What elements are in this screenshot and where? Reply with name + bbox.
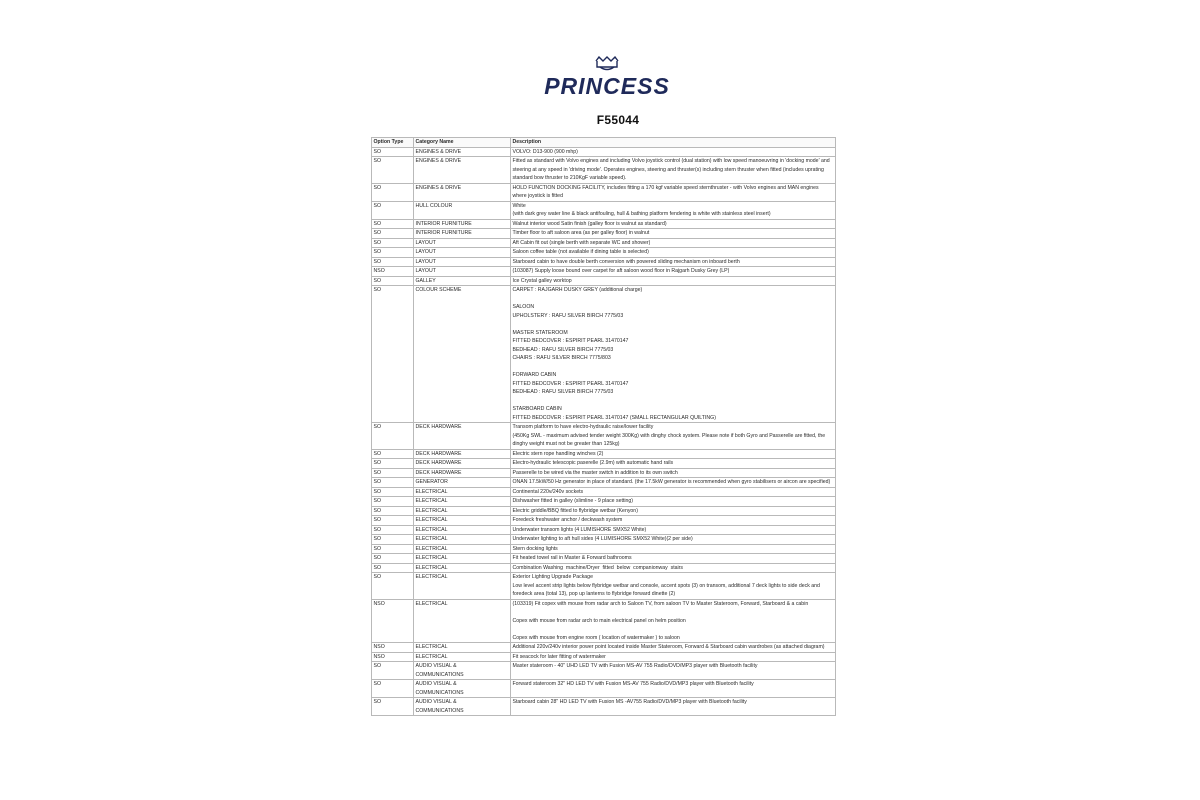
description-cell: Electric griddle/BBQ fitted to flybridge wetbar (Kenyon) [511,506,836,516]
description-cell: Dishwasher fitted in galley (slimline - 9 place setting) [511,497,836,507]
category-cell: DECK HARDWARE [414,468,511,478]
option-type-cell: SO [372,487,414,497]
category-cell: ELECTRICAL [414,535,511,545]
description-cell: Passerelle to be wired via the master switch in addition to its own switch [511,468,836,478]
category-cell: ELECTRICAL [414,487,511,497]
option-type-cell: SO [372,497,414,507]
option-type-cell: SO [372,201,414,219]
description-cell: CARPET : RAJGARH DUSKY GREY (additional charge) SALOON UPHOLSTERY : RAFU SILVER BIRCH 7775/03 MASTER STATEROOM FITTED BEDCOVER : ESPIRIT PEARL 31470147 BEDHEAD : RAFU SILVER BIRCH 7775/03 CHAIRS : RAFU SILVER BIRCH 7775/803 FORWARD CABIN FITTED BEDCOVER : ESPIRIT PEARL 31470147 BEDHEAD : RAFU SILVER BIRCH 7775/03 STARBOARD CABIN FITTED BEDCOVER : ESPIRIT PEARL 31470147 (SMALL RECTANGULAR QUILTING) [511,286,836,423]
option-type-cell: SO [372,563,414,573]
description-cell: VOLVO: D13-900 (900 mhp) [511,147,836,157]
option-type-cell: SO [372,238,414,248]
description-cell: Forward stateroom 32" HD LED TV with Fusion MS-AV 755 Radio/DVD/MP3 player with Bluetooth facility [511,680,836,698]
category-cell: LAYOUT [414,257,511,267]
table-row [372,267,836,277]
description-cell: Ice Crystal galley worktop [511,276,836,286]
model-number: F55044 [596,113,640,127]
table-row [372,219,836,229]
table-row [372,248,836,258]
option-type-cell: NSO [372,652,414,662]
table-row [372,643,836,653]
table-row [372,652,836,662]
table-row [372,257,836,267]
description-cell: Saloon coffee table (not available if dining table is selected) [511,248,836,258]
option-type-cell: SO [372,680,414,698]
table-row [372,201,836,219]
princess-logo [536,56,678,98]
description-cell: Aft Cabin fit out (single berth with separate WC and shower) [511,238,836,248]
description-cell: Walnut interior wood Satin finish (galley floor is walnut as standard) [511,219,836,229]
table-row [372,554,836,564]
crown-icon [536,56,678,98]
category-cell: ELECTRICAL [414,643,511,653]
description-cell: Starboard cabin to have double berth conversion with powered sliding mechanism on inboard berth [511,257,836,267]
category-cell: ELECTRICAL [414,497,511,507]
description-cell: Fit seacock for later fitting of watermaker [511,652,836,662]
table-row [372,276,836,286]
description-cell: Electro-hydraulic telescopic paserelle (2.9m) with automatic hand rails [511,459,836,469]
category-cell: GALLEY [414,276,511,286]
table-row [372,238,836,248]
table-row [372,478,836,488]
category-cell: AUDIO VISUAL & COMMUNICATIONS [414,680,511,698]
category-cell: ELECTRICAL [414,544,511,554]
category-cell: ELECTRICAL [414,573,511,600]
table-row [372,680,836,698]
category-cell: DECK HARDWARE [414,423,511,450]
option-type-cell: SO [372,229,414,239]
option-type-cell: SO [372,423,414,450]
description-cell: Starboard cabin 28" HD LED TV with Fusion MS -AV755 Radio/DVD/MP3 player with Bluetooth facility [511,698,836,716]
option-type-cell: SO [372,662,414,680]
option-type-cell: NSO [372,599,414,643]
option-type-cell: SO [372,449,414,459]
description-cell: Underwater transom lights (4 LUMISHORE SMX52 White) [511,525,836,535]
category-cell: LAYOUT [414,248,511,258]
table-row [372,535,836,545]
category-cell: GENERATOR [414,478,511,488]
category-cell: ELECTRICAL [414,554,511,564]
category-cell: ELECTRICAL [414,506,511,516]
description-cell: Additional 220v/240v interior power point located inside Master Stateroom, Forward & Starboard cabin wardrobes (as attached diagram) [511,643,836,653]
description-cell: Combination Washing machine/Dryer fitted below companionway stairs [511,563,836,573]
description-cell: Electric stern rope handling winches (2) [511,449,836,459]
table-row [372,698,836,716]
description-cell: Exterior Lighting Upgrade Package Low level accent strip lights below flybridge wetbar and console, accent spots (3) on transom, additional 7 deck lights to side deck and foredeck area (total 13), pop up lanterns to flybridge forward dinette (2) [511,573,836,600]
category-cell: INTERIOR FURNITURE [414,229,511,239]
option-type-cell: SO [372,147,414,157]
option-type-cell: SO [372,525,414,535]
option-type-cell: SO [372,468,414,478]
table-header-row [372,138,836,148]
option-type-cell: SO [372,554,414,564]
option-type-cell: SO [372,248,414,258]
header-description: Description [511,138,836,148]
category-cell: COLOUR SCHEME [414,286,511,423]
option-type-cell: SO [372,157,414,184]
category-cell: ENGINES & DRIVE [414,157,511,184]
table-row [372,157,836,184]
description-cell: ONAN 17.5kW/50 Hz generator in place of standard. (the 17.5kW generator is recommended when gyro stabilisers or aircon are specified) [511,478,836,488]
category-cell: ELECTRICAL [414,516,511,526]
description-cell: Underwater lighting to aft hull sides (4 LUMISHORE SMX52 White)(2 per side) [511,535,836,545]
option-type-cell: SO [372,573,414,600]
description-cell: (103319) Fit copex with mouse from radar arch to Saloon TV, from saloon TV to Master Stateroom, Forward, Starboard & a cabin Copex with mouse from radar arch to main electrical panel on helm position Copex with mouse from engine room ( location of watermaker ) to saloon [511,599,836,643]
description-cell: HOLD FUNCTION DOCKING FACILITY, includes fitting a 170 kgf variable speed sternthruster - with Volvo engines and MAN engines where joystick is fitted [511,183,836,201]
category-cell: ELECTRICAL [414,563,511,573]
category-cell: ENGINES & DRIVE [414,147,511,157]
table-row [372,573,836,600]
option-type-cell: SO [372,219,414,229]
option-type-cell: SO [372,478,414,488]
table-row [372,487,836,497]
category-cell: DECK HARDWARE [414,449,511,459]
category-cell: ELECTRICAL [414,599,511,643]
description-cell: Stern docking lights [511,544,836,554]
table-row [372,599,836,643]
table-row [372,449,836,459]
description-cell: Continental 220v/240v sockets [511,487,836,497]
option-type-cell: SO [372,257,414,267]
table-row [372,516,836,526]
table-row [372,662,836,680]
option-type-cell: SO [372,544,414,554]
brand-wordmark: PRINCESS [544,73,670,98]
table-row [372,423,836,450]
description-cell: Master stateroom - 40" UHD LED TV with Fusion MS-AV 755 Radio/DVD/MP3 player with Bluetooth facility [511,662,836,680]
option-type-cell: NSO [372,643,414,653]
description-cell: Fitted as standard with Volvo engines and including Volvo joystick control (dual station) with low speed manoeuvring in 'docking mode' and steering at any speed in 'driving mode'. Operates engines, steering and thruster(s) including stern thruster when fitted (includes uprating standard bow thruster to 210KgF variable speed). [511,157,836,184]
option-type-cell: SO [372,698,414,716]
table-row [372,147,836,157]
description-cell: Fit heated towel rail in Master & Forward bathrooms [511,554,836,564]
category-cell: ENGINES & DRIVE [414,183,511,201]
option-type-cell: SO [372,506,414,516]
table-row [372,459,836,469]
options-table [371,137,836,716]
option-type-cell: SO [372,535,414,545]
header-category-name: Category Name [414,138,511,148]
table-row [372,497,836,507]
category-cell: INTERIOR FURNITURE [414,219,511,229]
table-row [372,563,836,573]
category-cell: AUDIO VISUAL & COMMUNICATIONS [414,698,511,716]
option-type-cell: SO [372,516,414,526]
description-cell: (103087) Supply loose bound over carpet for aft saloon wood floor in Rajgarh Dusky Grey (LP) [511,267,836,277]
table-row [372,525,836,535]
category-cell: DECK HARDWARE [414,459,511,469]
category-cell: HULL COLOUR [414,201,511,219]
option-type-cell: NSO [372,267,414,277]
option-type-cell: SO [372,286,414,423]
category-cell: ELECTRICAL [414,652,511,662]
table-row [372,229,836,239]
description-cell: White (with dark grey water line & black antifouling, hull & bathing platform fendering is white with stainless steel insert) [511,201,836,219]
option-type-cell: SO [372,276,414,286]
option-type-cell: SO [372,183,414,201]
category-cell: LAYOUT [414,267,511,277]
header-option-type: Option Type [372,138,414,148]
category-cell: ELECTRICAL [414,525,511,535]
description-cell: Timber floor to aft saloon area (as per galley floor) in walnut [511,229,836,239]
table-row [372,544,836,554]
category-cell: LAYOUT [414,238,511,248]
description-cell: Transom platform to have electro-hydraulic raise/lower facility (450Kg SWL - maximum advised tender weight 300Kg) with dinghy chock system. Please note if both Gyro and Passerelle are fitted, the dinghy weight must not be greater than 125kg) [511,423,836,450]
category-cell: AUDIO VISUAL & COMMUNICATIONS [414,662,511,680]
description-cell: Foredeck freshwater anchor / deckwash system [511,516,836,526]
table-row [372,286,836,423]
option-type-cell: SO [372,459,414,469]
table-row [372,183,836,201]
table-row [372,506,836,516]
table-row [372,468,836,478]
